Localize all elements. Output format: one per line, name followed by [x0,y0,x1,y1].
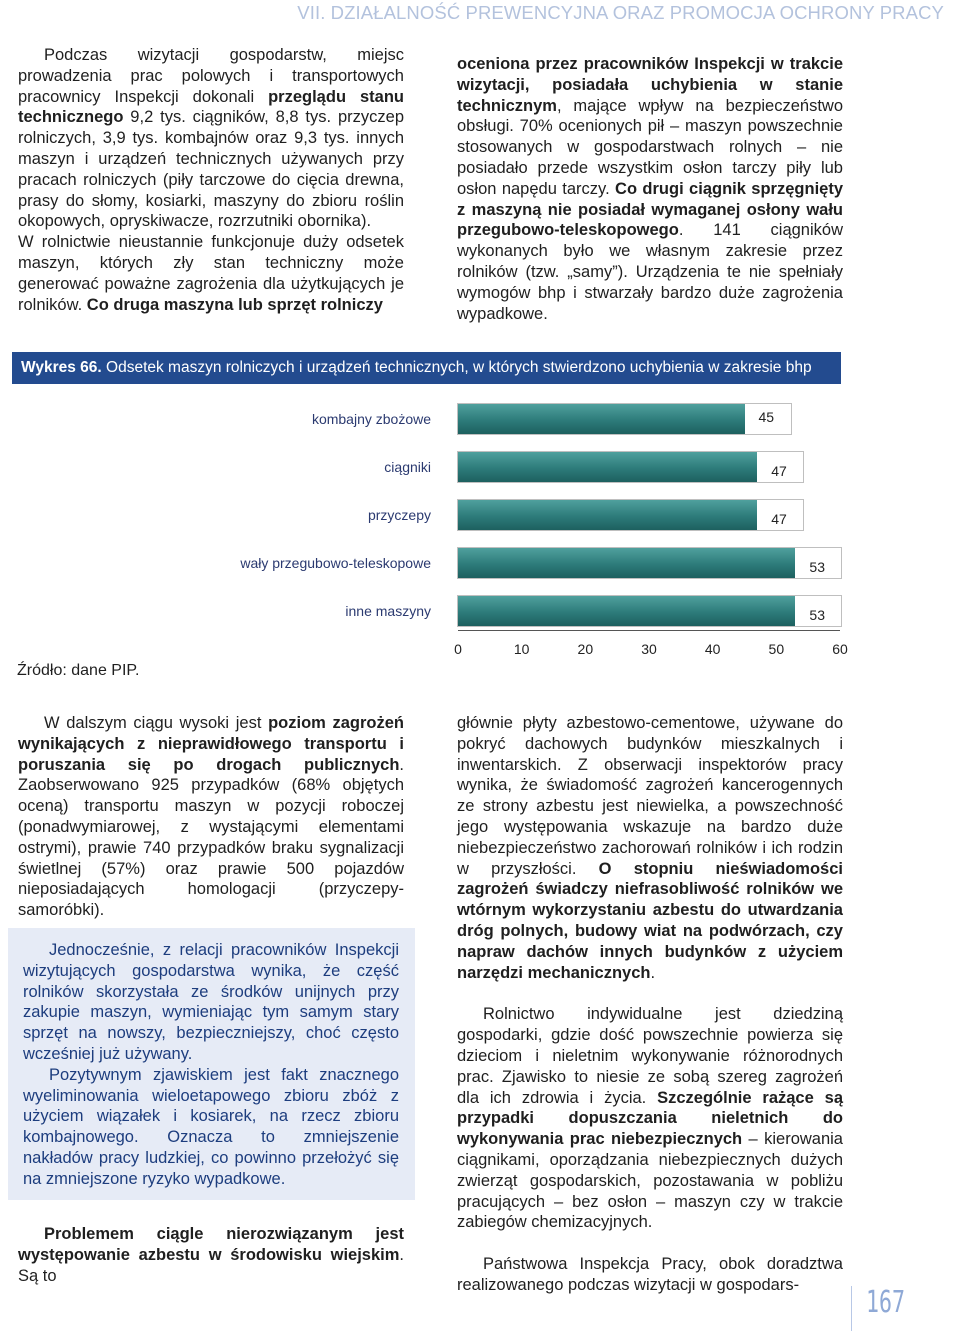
chart-source: Źródło: dane PIP. [17,662,140,679]
paragraph-defects: oceniona przez pracowników Inspekcji w trakcie wizytacji, posiadała uchybienia w stanie technicznym, mające wpływ na bezpieczeństwo obsługi. 70% ocenionych pił – maszyn powszechnie stosowanych w gospodarstwach rolnych – nie posiadało przede wszystkim osłon tarczy piły lub osłon napędu tarczy. Co drugi ciągnik sprzęgnięty z maszyną nie posiadał wymaganej osłony wału przegubowo-teleskopowego. 141 ciągników wykonanych było we własnym zakresie przez rolników (tzw. „samy”). Urządzenia te nie spełniały wymogów bhp i stwarzały bardzo duże zagrożenia wypadkowe. [457,55,843,323]
box-paragraph-1: Jednocześnie, z relacji pracowników Inspekcji wizytujących gospodarstwa wynika, że część rolników skorzystała ze środków unijnych przy zakupie maszyn, wymieniając tym samym stary sprzęt na nowszy, bezpieczniejszy, choć często wcześniej już używany. [23,941,399,1063]
paragraph-transport: W dalszym ciągu wysoki jest poziom zagrożeń wynikających z nieprawidłowego transportu i poruszania się po drogach publicznych. Zaobserwowano 925 przypadków (68% objętych oceną) transportu maszyn w pozycji roboczej (ponadwymiarowej, z wystającymi elementami ostrymi), prawie 740 przypadków braku sygnalizacji świetlnej (57%) oraz prawie 500 pojazdów nieposiadających homologacji (przyczepy-samoróbki). [18,714,405,920]
data-label: 53 [809,607,825,623]
x-tick-label: 20 [577,641,594,657]
data-label: 45 [758,409,775,425]
bar-chart [0,384,960,684]
x-tick-label: 50 [768,641,785,657]
page-number-rule [851,1286,852,1331]
left-column-top [18,45,404,315]
bar [458,596,795,626]
bar [458,500,757,530]
category-label: kombajny zbożowe [311,411,431,427]
x-tick-label: 30 [641,641,657,657]
paragraph-machines: W rolnictwie nieustannie funkcjonuje duży odsetek maszyn, których zły stan techniczny może generować poważne zagrożenia dla użytkujących je rolników. Co druga maszyna lub sprzęt rolniczy [18,233,404,314]
page-number: 167 [866,1285,906,1320]
paragraph-inspection: Podczas wizytacji gospodarstw, miejsc prowadzenia prac polowych i transportowych pracownicy Inspekcji dokonali przeglądu stanu technicznego 9,2 tys. ciągników, 8,8 tys. przyczep rolniczych, 3,9 tys. kombajnów oraz 9,3 tys. innych maszyn i urządzeń technicznych używanych przy pracach rolniczych (piły tarczowe do cięcia drewna, prasy do słomy, kosiarki, maszyny do zbioru roślin okopowych, opryskiwacze, rozrzutniki obornika). [18,46,404,231]
bar [458,548,795,578]
left-column-bottom [18,1224,404,1286]
category-label: inne maszyny [345,603,431,619]
x-axis-line [458,630,840,631]
highlight-box-text [23,940,399,1190]
right-column-top [457,54,843,324]
paragraph-children: Rolnictwo indywidualne jest dziedziną gospodarki, gdzie dość powszechnie powierza się dzieciom i nieletnim wykonywanie różnorodnych prac. Zjawisko to niesie ze sobą szereg zagrożeń dla ich zdrowia i życia. Szczególnie rażące są przypadki dopuszczania nieletnich do wykonywania prac niebezpiecznych – kierowania ciągnikami, oporządzania niebezpiecznych dużych zwierząt gospodarskich, pozostawania w pobliżu pracujących – bez osłon – maszyn czy w trakcie zabiegów chemizacyjnych. [457,1005,843,1232]
paragraph-asbestos: Problemem ciągle nierozwiązanym jest występowanie azbestu w środowisku wiejskim. Są to [18,1225,404,1285]
category-label: ciągniki [384,459,431,475]
paragraph-pip: Państwowa Inspekcja Pracy, obok doradztwa realizowanego podczas wizytacji w gospodars- [457,1255,843,1294]
category-label: wały przegubowo-teleskopowe [240,555,431,571]
bar [458,452,757,482]
category-label: przyczepy [367,507,431,523]
data-label: 53 [809,559,825,575]
x-tick-label: 60 [832,641,848,657]
right-column-middle [457,713,843,1296]
chart-title-prefix: Wykres 66. [21,359,102,376]
box-paragraph-2: Pozytywnym zjawiskiem jest fakt znacznego wyeliminowania wieloetapowego zbioru zbóż z użyciem wiązałek i kosiarek, na rzecz zbioru kombajnowego. Oznacza to zmniejszenie nakładów pracy ludzkiej, co powinno przełożyć się na zmniejszone ryzyko wypadkowe. [23,1065,399,1188]
x-tick-label: 0 [454,641,462,657]
chart-title-text: Odsetek maszyn rolniczych i urządzeń technicznych, w których stwierdzono uchybienia w zakresie bhp [101,359,812,376]
data-label: 47 [771,511,787,527]
page-header: VII. DZIAŁALNOŚĆ PREWENCYJNA ORAZ PROMOCJA OCHRONY PRACY [297,2,944,23]
chart-title [12,352,841,384]
left-column-middle [18,713,404,921]
bar [458,404,745,434]
data-label: 47 [771,463,787,479]
paragraph-asbestos-cont: głównie płyty azbestowo-cementowe, używane do pokryć dachowych budynków mieszkalnych i inwentarskich. Z obserwacji inspektorów pracy wynika, że świadomość zagrożeń kancerogennych ze strony azbestu jest niewielka, a powszechność jego występowania wskazuje na bardzo duże niebezpieczeństwo zachorowań rolników i ich rodzin w przyszłości. O stopniu nieświadomości zagrożeń świadczy niefrasobliwość rolników we wtórnym wykorzystaniu azbestu do utwardzania dróg polnych, budowy wiat na podwórzach, czy napraw dachów innych budynków z użyciem narzędzi mechanicznych. [457,714,843,982]
x-tick-label: 10 [513,641,530,657]
x-tick-label: 40 [704,641,721,657]
